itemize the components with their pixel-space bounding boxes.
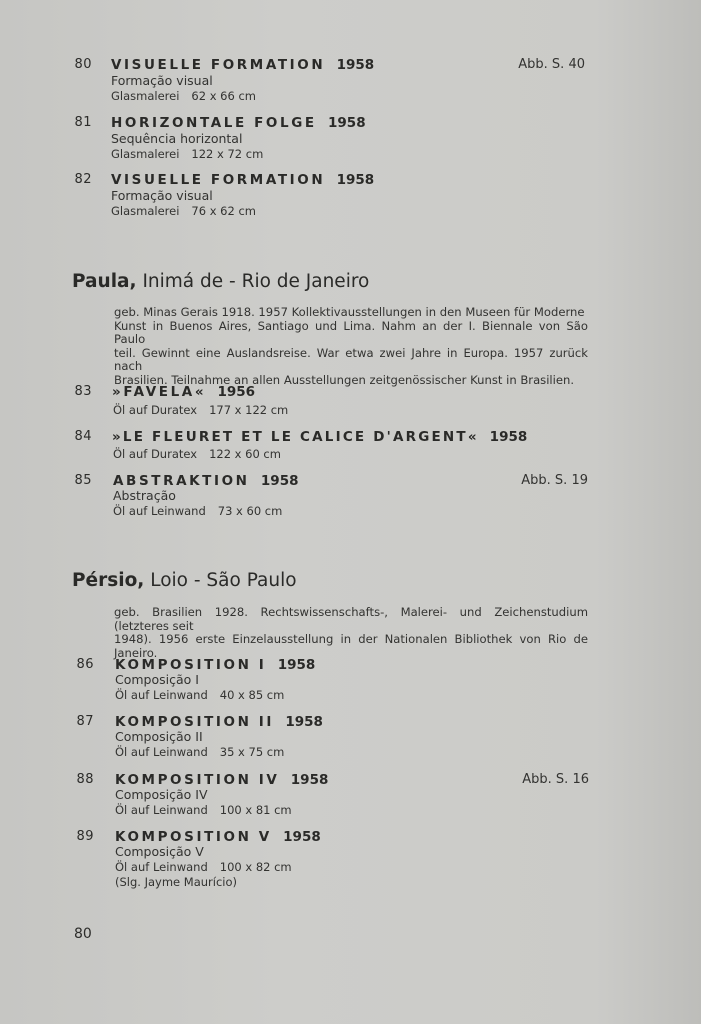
entry-number: 84 xyxy=(74,429,92,444)
artist-heading: Pérsio, Loio - São Paulo xyxy=(72,570,297,591)
entry-subtitle: Abstração xyxy=(113,488,176,503)
entry-number: 80 xyxy=(74,57,92,72)
entry-subtitle: Sequência horizontal xyxy=(111,131,243,146)
entry-technique: Öl auf Leinwand 35 x 75 cm xyxy=(115,745,285,759)
illustration-reference: Abb. S. 16 xyxy=(522,772,589,787)
entry-subtitle: Formação visual xyxy=(111,188,213,203)
illustration-reference: Abb. S. 19 xyxy=(521,473,588,488)
entry-technique: Glasmalerei 122 x 72 cm xyxy=(111,147,264,161)
entry-title: »FAVELA« 1956 xyxy=(112,384,256,400)
entry-technique: Öl auf Leinwand 100 x 82 cm xyxy=(115,860,292,874)
entry-number: 86 xyxy=(76,657,94,672)
entry-technique: Öl auf Duratex 122 x 60 cm xyxy=(113,447,281,461)
entry-subtitle: Composição IV xyxy=(115,787,208,802)
artist-heading: Paula, Inimá de - Rio de Janeiro xyxy=(72,271,370,292)
page-number: 80 xyxy=(74,926,92,942)
entry-number: 89 xyxy=(76,829,94,844)
entry-title: »LE FLEURET ET LE CALICE D'ARGENT« 1958 xyxy=(112,429,528,445)
entry-technique: Öl auf Duratex 177 x 122 cm xyxy=(113,403,289,417)
entry-technique: Öl auf Leinwand 73 x 60 cm xyxy=(113,504,283,518)
entry-title: VISUELLE FORMATION 1958 xyxy=(111,172,375,188)
entry-number: 81 xyxy=(74,115,92,130)
illustration-reference: Abb. S. 40 xyxy=(518,57,585,72)
entry-title: KOMPOSITION V 1958 xyxy=(115,829,321,845)
entry-number: 87 xyxy=(76,714,94,729)
artist-biography: geb. Brasilien 1928. Rechtswissenschafts-, Malerei- und Zeichenstudium (letzteres seit 1948). 1956 erste Einzelausstellung in der Nationalen Bibliothek von Rio de Janeiro. xyxy=(114,605,588,660)
entry-technique: Glasmalerei 76 x 62 cm xyxy=(111,204,256,218)
entry-number: 82 xyxy=(74,172,92,187)
entry-title: VISUELLE FORMATION 1958 xyxy=(111,57,375,73)
entry-title: KOMPOSITION IV 1958 xyxy=(115,772,329,788)
entry-technique: Öl auf Leinwand 100 x 81 cm xyxy=(115,803,292,817)
entry-subtitle: Composição I xyxy=(115,672,199,687)
entry-title: KOMPOSITION II 1958 xyxy=(115,714,323,730)
collection-note: (Slg. Jayme Maurício) xyxy=(115,875,237,889)
entry-number: 88 xyxy=(76,772,94,787)
entry-number: 83 xyxy=(74,384,92,399)
entry-technique: Öl auf Leinwand 40 x 85 cm xyxy=(115,688,285,702)
entry-number: 85 xyxy=(74,473,92,488)
entry-subtitle: Composição II xyxy=(115,729,203,744)
artist-biography: geb. Minas Gerais 1918. 1957 Kollektivausstellungen in den Museen für Moderne Kunst in Buenos Aires, Santiago und Lima. Nahm an der I. Biennale von São Paulo teil. Gewinnt eine Auslandsreise. War etwa zwei Jahre in Europa. 1957 zurück nach Brasilien. Teilnahme an allen Ausstellungen zeitgenössischer Kunst in Brasilien. xyxy=(114,305,588,387)
entry-subtitle: Formação visual xyxy=(111,73,213,88)
entry-technique: Glasmalerei 62 x 66 cm xyxy=(111,89,256,103)
entry-title: ABSTRAKTION 1958 xyxy=(113,473,299,489)
entry-title: HORIZONTALE FOLGE 1958 xyxy=(111,115,366,131)
entry-subtitle: Composição V xyxy=(115,844,204,859)
entry-title: KOMPOSITION I 1958 xyxy=(115,657,316,673)
